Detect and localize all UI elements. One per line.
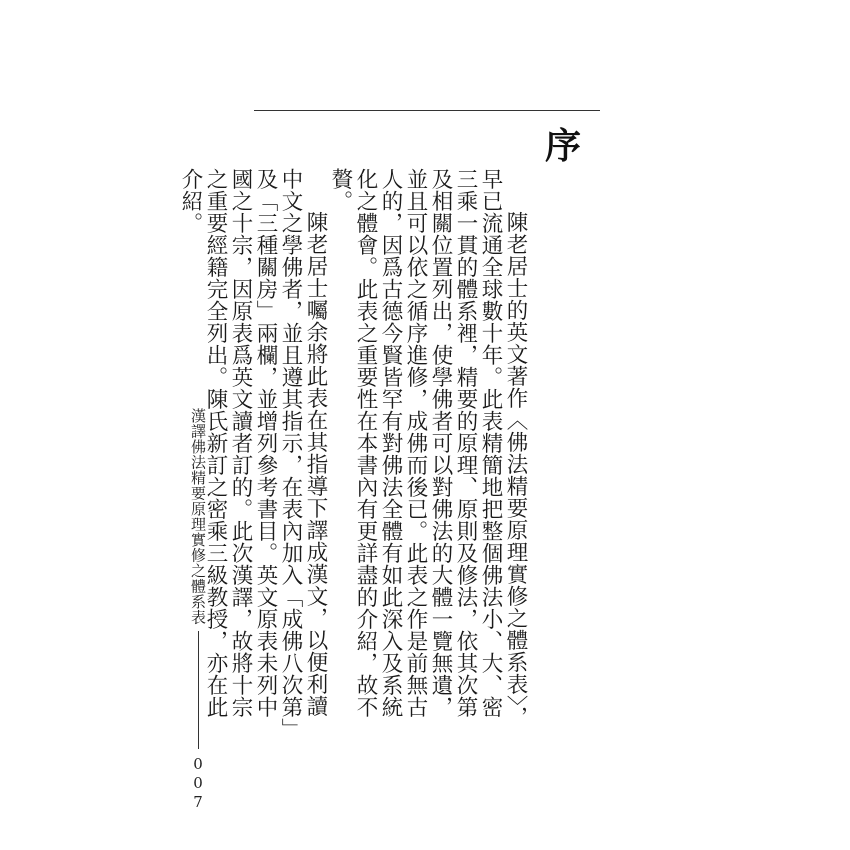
running-footer-title: 漢譯佛法精要原理實修之體系表: [189, 408, 207, 625]
paragraph-2: 陳老居士囑余將此表在其指導下譯成漢文，以便利讀中文之學佛者，並且遵其指示，在表內加入「成佛八次第」及「三種關房」兩欄，並增列參考書目。英文原表未列中國之十宗，因原表爲英文讀者訂的。此次漢譯，故將十宗之重要經籍完全列出。陳氏新訂之密乘三級教授，亦在此介紹。: [178, 168, 328, 730]
paragraph-1: 陳老居士的英文著作〈佛法精要原理實修之體系表〉，早已流通全球數十年。此表精簡地把整個佛法小、大、密三乘一貫的體系裡，精要的原理、原則及修法，依其次第及相關位置列出，使學佛者可以對佛法的大體一覽無遺，並且可以依之循序進修，成佛而後已。此表之作是前無古人的，因爲古德今賢皆罕有對佛法全體有如此深入及系統化之體會。此表之重要性在本書內有更詳盡的介紹，故不贅。: [328, 168, 528, 729]
top-rule-divider: [254, 110, 600, 111]
page-title: 序: [545, 125, 582, 167]
footer-rule: [198, 631, 199, 749]
page-number: 007: [189, 755, 207, 812]
running-footer: [188, 408, 208, 812]
preface-body: [178, 168, 528, 738]
